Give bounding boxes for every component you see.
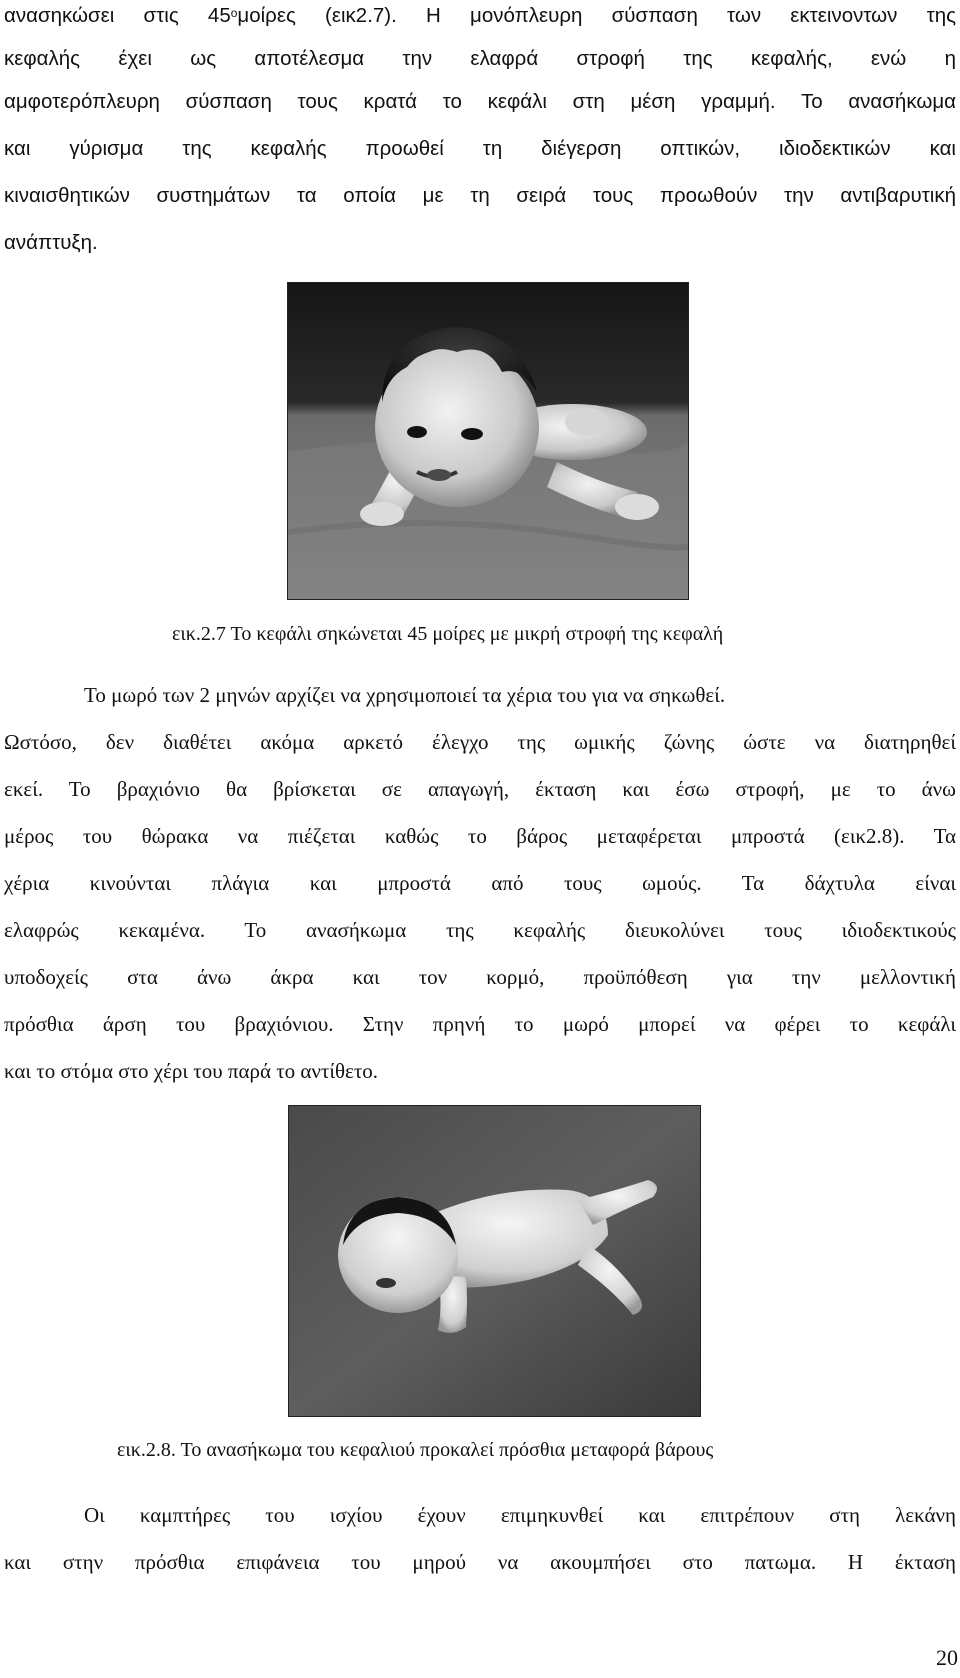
baby-weight-shift-photo (288, 1105, 701, 1417)
paragraph-1-line-2: κεφαλής έχει ως αποτέλεσμα την ελαφρά στροφή της κεφαλής, ενώ η (4, 47, 956, 70)
paragraph-2-line-9: και το στόμα στο χέρι του παρά το αντίθετο. (4, 1059, 379, 1083)
paragraph-2-line-6: ελαφρώς κεκαμένα. Το ανασήκωμα της κεφαλής διευκολύνει τους ιδιοδεκτικούς (4, 918, 956, 942)
text-segment: ανασηκώσει στις 45 (4, 4, 231, 27)
paragraph-1-line-1 (4, 4, 956, 28)
paragraph-2-line-2: Ωστόσο, δεν διαθέτει ακόμα αρκετό έλεγχο της ωμικής ζώνης ώστε να διατηρηθεί (4, 730, 956, 754)
paragraph-3-line-1: Οι καμπτήρες του ισχίου έχουν επιμηκυνθεί και επιτρέπουν στη λεκάνη (84, 1503, 956, 1527)
paragraph-2-line-3: εκεί. Το βραχιόνιο θα βρίσκεται σε απαγωγή, έκταση και έσω στροφή, με το άνω (4, 777, 956, 801)
page-number: 20 (936, 1645, 958, 1670)
figure-2-caption: εικ.2.8. Το ανασήκωμα του κεφαλιού προκαλεί πρόσθια μεταφορά βάρους (117, 1439, 714, 1461)
paragraph-1-line-5: κιναισθητικών συστημάτων τα οποία με τη σειρά τους προωθούν την αντιβαρυτική (4, 184, 956, 207)
paragraph-2-line-4: μέρος του θώρακα να πιέζεται καθώς το βάρος μεταφέρεται μπροστά (εικ2.8). Τα (4, 824, 956, 848)
paragraph-2-line-1: Το μωρό των 2 μηνών αρχίζει να χρησιμοποιεί τα χέρια του για να σηκωθεί. (84, 683, 726, 707)
text-segment: μοίρες (εικ2.7). Η μονόπλευρη σύσπαση των εκτεινοντων της (237, 4, 956, 27)
paragraph-1-line-3: αμφοτερόπλευρη σύσπαση τους κρατά το κεφάλι στη μέση γραμμή. Το ανασήκωμα (4, 90, 956, 113)
paragraph-3-line-2: και στην πρόσθια επιφάνεια του μηρού να ακουμπήσει στο πατωμα. Η έκταση (4, 1550, 956, 1574)
baby-head-lift-photo (287, 282, 689, 600)
baby-weight-shift-illustration (288, 1105, 701, 1417)
paragraph-2-line-7: υποδοχείς στα άνω άκρα και τον κορμό, προϋπόθεση για την μελλοντική (4, 965, 956, 989)
paragraph-1-line-4: και γύρισμα της κεφαλής προωθεί τη διέγερση οπτικών, ιδιοδεκτικών και (4, 137, 956, 160)
paragraph-1-line-6: ανάπτυξη. (4, 231, 98, 254)
figure-1-caption: εικ.2.7 Το κεφάλι σηκώνεται 45 μοίρες με μικρή στροφή της κεφαλή (172, 623, 724, 645)
paragraph-2-line-5: χέρια κινούνται πλάγια και μπροστά από τους ωμούς. Τα δάχτυλα είναι (4, 871, 956, 895)
baby-head-lift-illustration (287, 282, 689, 600)
superscript: ο (230, 6, 238, 20)
paragraph-2-line-8: πρόσθια άρση του βραχιόνιου. Στην πρηνή το μωρό μπορεί να φέρει το κεφάλι (4, 1012, 956, 1036)
